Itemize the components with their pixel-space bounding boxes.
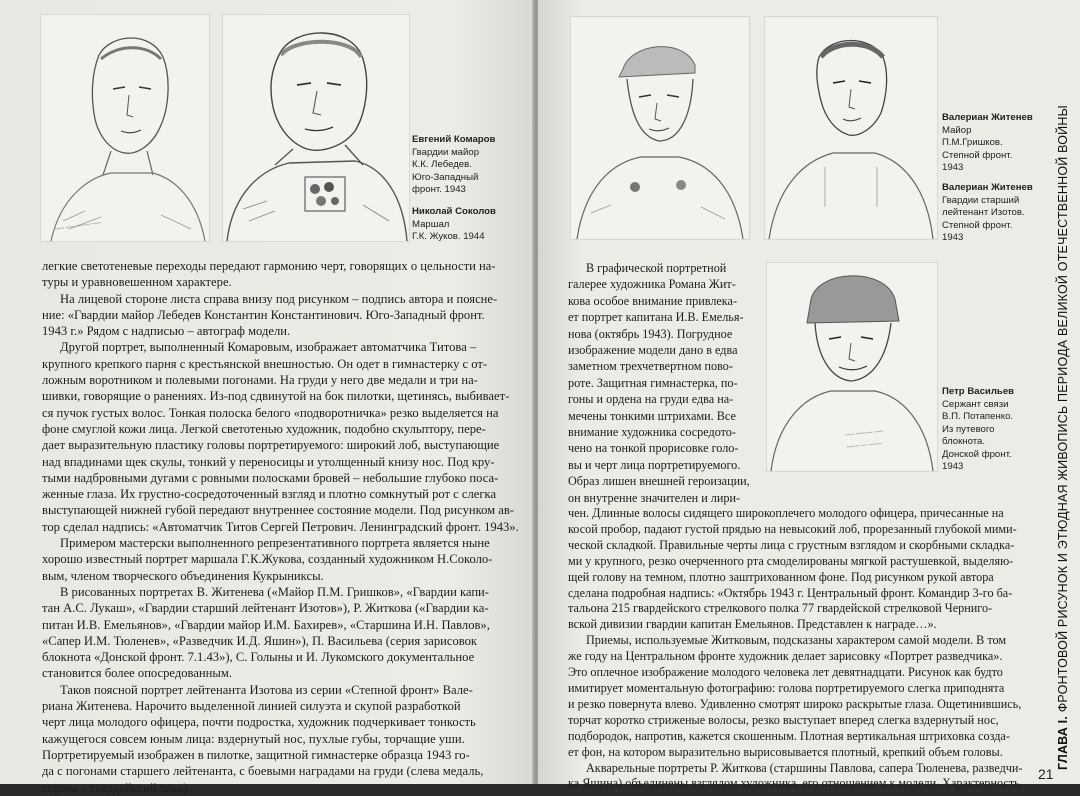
text-line: ложным воротником и полевыми погонами. На груди у него две медали и три на- [42, 373, 478, 388]
caption-line: 1943 [942, 461, 964, 472]
text-line: галерее художника Романа Жит- [568, 277, 736, 292]
portrait-drawing-grishkov [571, 17, 749, 239]
text-line: да с погонами старшего лейтенанта, с боевыми наградами на груди (слева медаль, [42, 764, 484, 779]
text-line: ми у крупного, резко очерченного рта смоделированы мягкой растушевкой, выделяю- [568, 553, 1014, 568]
running-head-vertical [1056, 105, 1070, 770]
text-line: и резко повернута влево. Удивленно смотрят широко раскрытые глаза. Ощетинившись, [568, 696, 1022, 711]
text-line: ся пучок густых волос. Тонкая полоска белого «подворотничка» резко выделяется на [42, 405, 499, 420]
caption-line: К.К. Лебедев. [412, 159, 472, 170]
text-line: черт лица молодого офицера, почти подростка, художник подчеркивает тонкость [42, 715, 476, 730]
caption-komarov [412, 134, 524, 197]
text-line: чено на тонкой прорисовке голо- [568, 441, 739, 456]
caption-line: Степной фронт. [942, 219, 1013, 231]
caption-line: Гвардии майор [412, 146, 480, 158]
text-line: тыми надбровными дугами с ровными полосками бровей – небольшие глубоко поса- [42, 470, 499, 485]
right-page [538, 0, 1080, 791]
text-line: ние: «Гвардии майор Лебедев Константин Константинович. Юго-Западный фронт. [42, 307, 485, 322]
caption-line: П.М.Гришков. [942, 137, 1003, 148]
text-line: блокнота «Донской фронт. 7.1.43»), С. Голыны и И. Лукомского документальное [42, 650, 475, 665]
caption-author-name: Евгений Комаров [412, 134, 496, 145]
text-line: женные глаза. Их грустно-сосредоточенный взгляд и плотно сомкнутый рот с слегка [42, 487, 497, 502]
svg-text:~~~~ ~~ ~~~~: ~~~~ ~~ ~~~~ [846, 441, 883, 451]
portrait-drawing-izotov [765, 17, 937, 239]
text-line: В графической портретной [586, 261, 727, 275]
text-line: заметном трехчетвертном пово- [568, 359, 733, 374]
text-line: шивки, говорящие о ранениях. Из-под сдвинутой на бок пилотки, щетинясь, выбивает- [42, 389, 510, 404]
text-line: вы и черт лица портретируемого. [568, 457, 741, 472]
caption-line: лейтенант Изотов. [942, 207, 1025, 218]
caption-line: Степной фронт. [942, 149, 1013, 161]
caption-line: Гвардии старший [942, 194, 1020, 206]
caption-author-name: Валериан Житенев [942, 182, 1033, 193]
portrait-sketch-grishkov [570, 16, 750, 240]
caption-line: Из путевого [942, 423, 995, 435]
portrait-drawing-komarov [41, 15, 209, 241]
caption-line: блокнота. [942, 436, 986, 447]
portrait-sketch-komarov [40, 14, 210, 242]
right-body-text-narrow [568, 260, 758, 506]
text-line: Это оплечное изображение молодого человека лет девятнадцати. Рисунок как будто [568, 665, 1003, 680]
text-line: ет фон, на котором выразительно вырисовывается плотный, крепкий объем головы. [568, 744, 1003, 759]
text-line: кажущегося совсем юным лица: вздернутый нос, пухлые губы, торчащие уши. [42, 731, 465, 746]
text-line: легкие светотеневые переходы передают гармонию черт, говорящих о цельности на- [42, 259, 496, 273]
text-line: вской дивизии гвардии капитан Емельянов. Представлен к награде…». [568, 617, 937, 632]
text-line: торчат коротко стриженые волосы, резко выступает вперед слегка вздернутый нос, [568, 712, 999, 727]
text-line: ка Яшина) объединены взглядом художника, его отношением к модели. Характерность, [568, 776, 1023, 791]
caption-line: Майор [942, 124, 972, 136]
caption-sokolov [412, 206, 530, 244]
text-line: над впадинами щек скулы, тонкий у переносицы и утолщенный книзу нос. Под кру- [42, 454, 495, 469]
text-line: питан И.В. Емельянов», «Гвардии майор И.М. Бахирев», «Старшина И.Н. Павлов», [42, 617, 490, 632]
text-line: вым, членом творческого объединения Кукрыниксы. [42, 568, 324, 583]
text-line: Портретируемый изображен в пилотке, защитной гимнастерке образца 1943 го- [42, 747, 470, 762]
text-line: становится более опосредованным. [42, 666, 232, 681]
text-line: Акварельные портреты Р. Житкова (старшины Павлова, сапера Тюленева, разведчи- [586, 760, 1023, 775]
text-line: Образ лишен внешней героизации, [568, 474, 750, 489]
text-line: ческой складкой. Правильные черты лица с грустным взглядом и скорбными складка- [568, 537, 1015, 552]
caption-line: Юго-Западный [412, 171, 479, 183]
text-line: туры и уравновешенном характере. [42, 275, 232, 290]
portrait-sketch-potapenko [766, 262, 938, 472]
text-line: роте. Защитная гимнастерка, по- [568, 375, 738, 390]
caption-line: Маршал [412, 218, 450, 230]
portrait-sketch-zhukov [222, 14, 410, 242]
text-line: выступающей нижней губой передают внутреннее состояние модели. Под рисунком ав- [42, 503, 514, 518]
text-line: тальона 215 гвардейского стрелкового полка 77 гвардейской стрелковой Черниго- [568, 601, 993, 616]
text-line: «Сапер И.М. Тюленев», «Разведчик И.Д. Яшин»), П. Васильева (серия зарисовок [42, 633, 478, 648]
text-line: Другой портрет, выполненный Комаровым, изображает автоматчика Титова – [60, 340, 477, 355]
text-line: Примером мастерски выполненного репрезентативного портрета является ныне [60, 536, 490, 551]
text-line: дает выразительную пластику головы портретируемого: широкий лоб, выступающие [42, 438, 500, 453]
caption-zhitenev-grishkov [942, 112, 1068, 175]
text-line: нова (октябрь 1943). Погрудное [568, 326, 733, 341]
text-line: Приемы, используемые Житковым, подсказаны характером самой модели. В том [586, 633, 1007, 648]
caption-line: фронт. 1943 [412, 184, 466, 195]
running-head-chapter: ГЛАВА I. [1056, 715, 1070, 770]
caption-line: 1943 [942, 232, 964, 243]
left-page [0, 0, 534, 795]
text-line: гоны и ордена на груди едва на- [568, 392, 734, 407]
text-line: изображение модели дано в едва [568, 343, 738, 358]
caption-zhitenev-izotov [942, 182, 1068, 245]
text-line: же году на Центральном фронте художник делает зарисовку «Портрет разведчика». [568, 649, 1003, 664]
left-body-text [42, 258, 530, 796]
text-line: В рисованных портретах В. Житенева («Майор П.М. Гришков», «Гвардии капи- [60, 584, 489, 599]
svg-text:~~~ ~~~ ~~~~ ~~~: ~~~ ~~~ ~~~~ ~~~ [54, 220, 102, 233]
portrait-sketch-izotov [764, 16, 938, 240]
caption-vasiliev [942, 386, 1068, 474]
caption-author-name: Николай Соколов [412, 206, 496, 217]
text-line: крупного крепкого парня с крестьянской внешностью. Он одет в гимнастерку с от- [42, 356, 488, 371]
text-line: тор сделал надпись: «Автоматчик Титов Сергей Петрович. Ленинградский фронт. 1943». [42, 519, 519, 534]
text-line: имитирует моментальную фотографию: голова портретируемого слегка приподнята [568, 680, 1005, 695]
caption-line: 1943 [942, 162, 964, 173]
caption-line: Донской фронт. [942, 448, 1012, 460]
right-body-text-wide [568, 506, 1046, 792]
text-line: кова особое внимание привлека- [568, 293, 738, 308]
text-line: хорошо известный портрет маршала Г.К.Жукова, созданный художником Н.Соколо- [42, 552, 493, 567]
running-head-title: ФРОНТОВОЙ РИСУНОК И ЭТЮДНАЯ ЖИВОПИСЬ ПЕРИОДА ВЕЛИКОЙ ОТЕЧЕСТВЕННОЙ ВОЙНЫ [1056, 105, 1070, 713]
text-line: риана Житенева. Нарочито выделенной линией силуэта и скупой разработкой [42, 699, 461, 714]
text-line: чен. Длинные волосы сидящего широкоплечего молодого офицера, причесанные на [568, 506, 1004, 520]
text-line: фоне смуглой кожи лица. Легкой светотенью художник, подобно скульптору, пере- [42, 421, 486, 436]
text-line: щей голову на темном, плотно заштрихованном фоне. Под рисунком рукой автора [568, 569, 994, 584]
text-line: внимание художника сосредото- [568, 425, 736, 440]
portrait-drawing-zhukov [223, 15, 409, 241]
text-line: справа – гвардейский знак). [42, 780, 191, 795]
caption-author-name: Валериан Житенев [942, 112, 1033, 123]
text-line: он внутренне значителен и лири- [568, 490, 741, 505]
text-line: ет портрет капитана И.В. Емелья- [568, 310, 744, 325]
text-line: На лицевой стороне листа справа внизу под рисунком – подпись автора и поясне- [60, 291, 498, 306]
caption-line: В.П. Потапенко. [942, 411, 1014, 422]
caption-line: Г.К. Жуков. 1944 [412, 231, 485, 242]
svg-text:~~~ ~~~~~ ~~~: ~~~ ~~~~~ ~~~ [844, 428, 884, 439]
text-line: тан А.С. Лукаш», «Гвардии старший лейтенант Изотов»), Р. Житкова («Гвардии ка- [42, 601, 489, 616]
page-number: 21 [1038, 766, 1054, 782]
text-line: Таков поясной портрет лейтенанта Изотова из серии «Степной фронт» Вале- [60, 682, 473, 697]
text-line: сделана подробная надпись: «Октябрь 1943 г. Центральный фронт. Командир 3-го ба- [568, 585, 1013, 600]
caption-author-name: Петр Васильев [942, 386, 1015, 397]
text-line: мечены тонкими штрихами. Все [568, 408, 736, 423]
caption-line: Сержант связи [942, 398, 1009, 410]
text-line: косой пробор, падают густой прядью на невысокий лоб, прорезанный глубокой мими- [568, 521, 1017, 536]
portrait-drawing-potapenko [767, 263, 937, 471]
text-line: 1943 г.» Рядом с надписью – автограф модели. [42, 324, 291, 339]
text-line: подбородок, напротив, кажется скошенным. Плотная вертикальная штриховка созда- [568, 728, 1010, 743]
